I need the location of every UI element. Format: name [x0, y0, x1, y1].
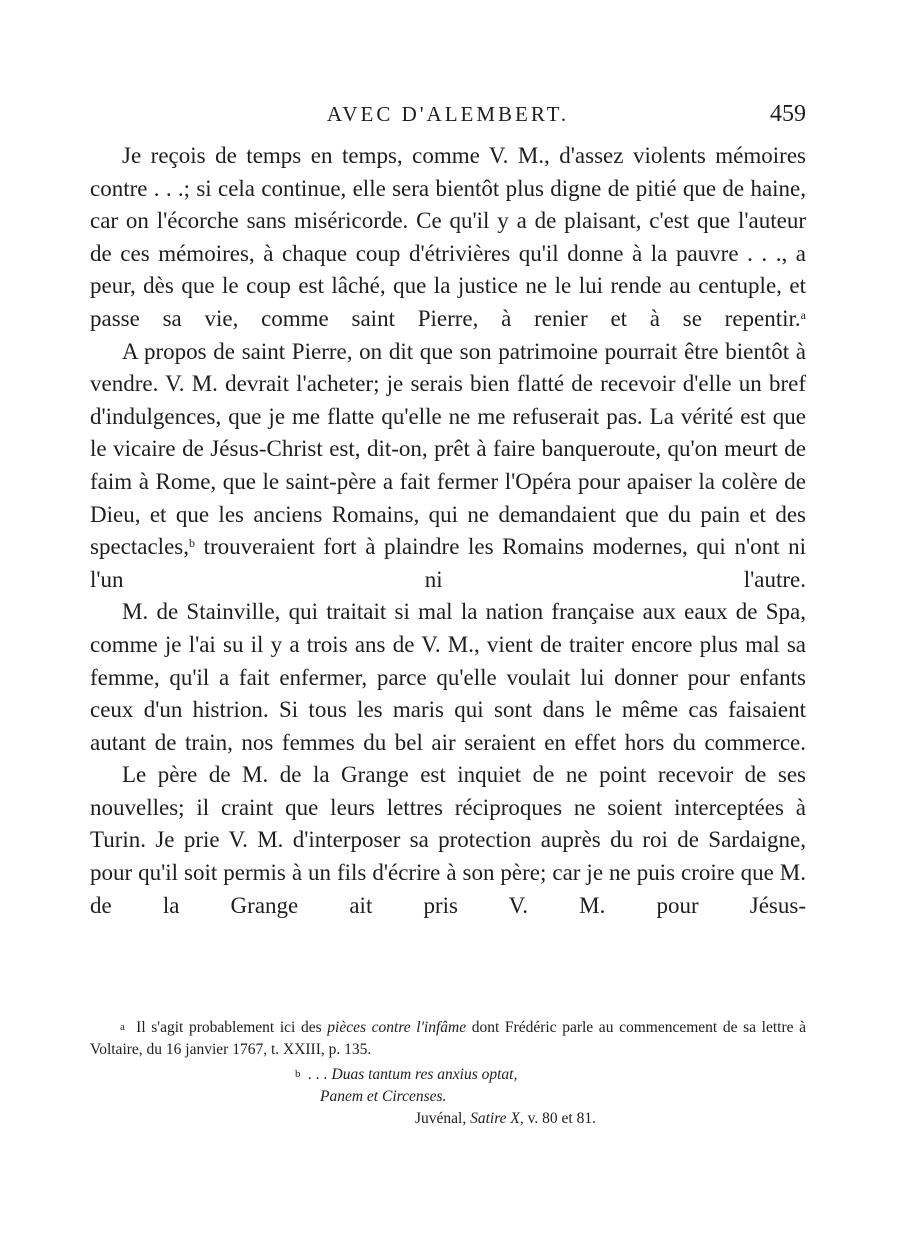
footnote-a-text-italic: pièces contre l'infâme: [327, 1019, 467, 1036]
footnote-b-mark: b: [295, 1068, 301, 1080]
footnote-b-verse-2: Panem et Circenses.: [320, 1088, 447, 1105]
footnote-b-cite-work: Satire X,: [470, 1110, 524, 1127]
paragraph-3: [90, 596, 806, 759]
footnote-ref-b: b: [188, 536, 195, 551]
paragraph-4: [90, 759, 806, 922]
paragraph-2-text-before: A propos de saint Pierre, on dit que son patrimoine pourrait être bientôt à vendre. V. M. devrait l'acheter; je serais bien flatté de recevoir d'elle un bref d'indulgences, que je me flatte qu'elle ne me refuserait pas. La vérité est que le vicaire de Jésus-Christ est, dit-on, prêt à faire banqueroute, qu'on meurt de faim à Rome, que le saint-père a fait fermer l'Opéra pour apaiser la colère de Dieu, et que les anciens Romains, qui ne demandaient que du pain et des spectacles,: [90, 338, 806, 560]
footnote-b-verse-1: . . . Duas tantum res anxius optat,: [308, 1066, 518, 1083]
footnote-b-line-1: [295, 1063, 806, 1086]
footnotes: [90, 1016, 806, 1130]
paragraph-4-text: Le père de M. de la Grange est inquiet de ne point recevoir de ses nouvelles; il craint que leurs lettres réciproques ne soient interceptées à Turin. Je prie V. M. d'interposer sa protection auprès du roi de Sardaigne, pour qu'il soit permis à un fils d'écrire à son père; car je ne puis croire que M. de la Grange ait pris V. M. pour Jésus-: [90, 762, 806, 918]
footnote-b-cite-ref: v. 80 et 81.: [523, 1110, 596, 1127]
footnote-a-text-before: Il s'agit probablement ici des: [136, 1019, 328, 1036]
paragraph-1-text: Je reçois de temps en temps, comme V. M., d'assez violents mémoires contre . . .; si cela continue, elle sera bientôt plus digne de pitié que de haine, car on l'écorche sans miséricorde. Ce qu'il y a de plaisant, c'est que l'auteur de ces mémoires, à chaque coup d'étrivières qu'il donne à la pauvre . . ., a peur, dès que le coup est lâché, que la justice ne le lui rende au centuple, et passe sa vie, comme saint Pierre, à renier et à se repentir.: [90, 143, 806, 331]
running-head: [90, 96, 806, 132]
footnote-a: [90, 1016, 806, 1061]
paragraph-2: [90, 336, 806, 597]
running-head-title: AVEC D'ALEMBERT.: [326, 102, 570, 126]
page-number: 459: [770, 101, 806, 127]
footnote-b-cite-author: Juvénal,: [415, 1110, 471, 1127]
paragraph-2-text-after: trouveraient fort à plaindre les Romains modernes, qui n'ont ni l'un ni l'autre.: [90, 534, 806, 592]
paragraph-3-text: M. de Stainville, qui traitait si mal la nation française aux eaux de Spa, comme je l'ai su il y a trois ans de V. M., vient de traiter encore plus mal sa femme, qu'il a fait enfermer, parce qu'elle voulait lui donner pour enfants ceux d'un histrion. Si tous les maris qui sont dans le même cas faisaient autant de train, nos femmes du bel air seraient en effet hors du commerce.: [90, 599, 806, 755]
footnote-a-text-after: dont Frédéric parle au commencement de sa lettre à Voltaire, du 16 janvier 1767, t. XXIII, p. 135.: [90, 1019, 806, 1058]
footnote-a-mark: a: [120, 1021, 125, 1033]
body-text: [90, 140, 806, 922]
footnote-b: [295, 1063, 806, 1130]
footnote-b-citation: [415, 1108, 806, 1130]
paragraph-1: [90, 140, 806, 336]
footnote-ref-a: a: [800, 307, 806, 322]
